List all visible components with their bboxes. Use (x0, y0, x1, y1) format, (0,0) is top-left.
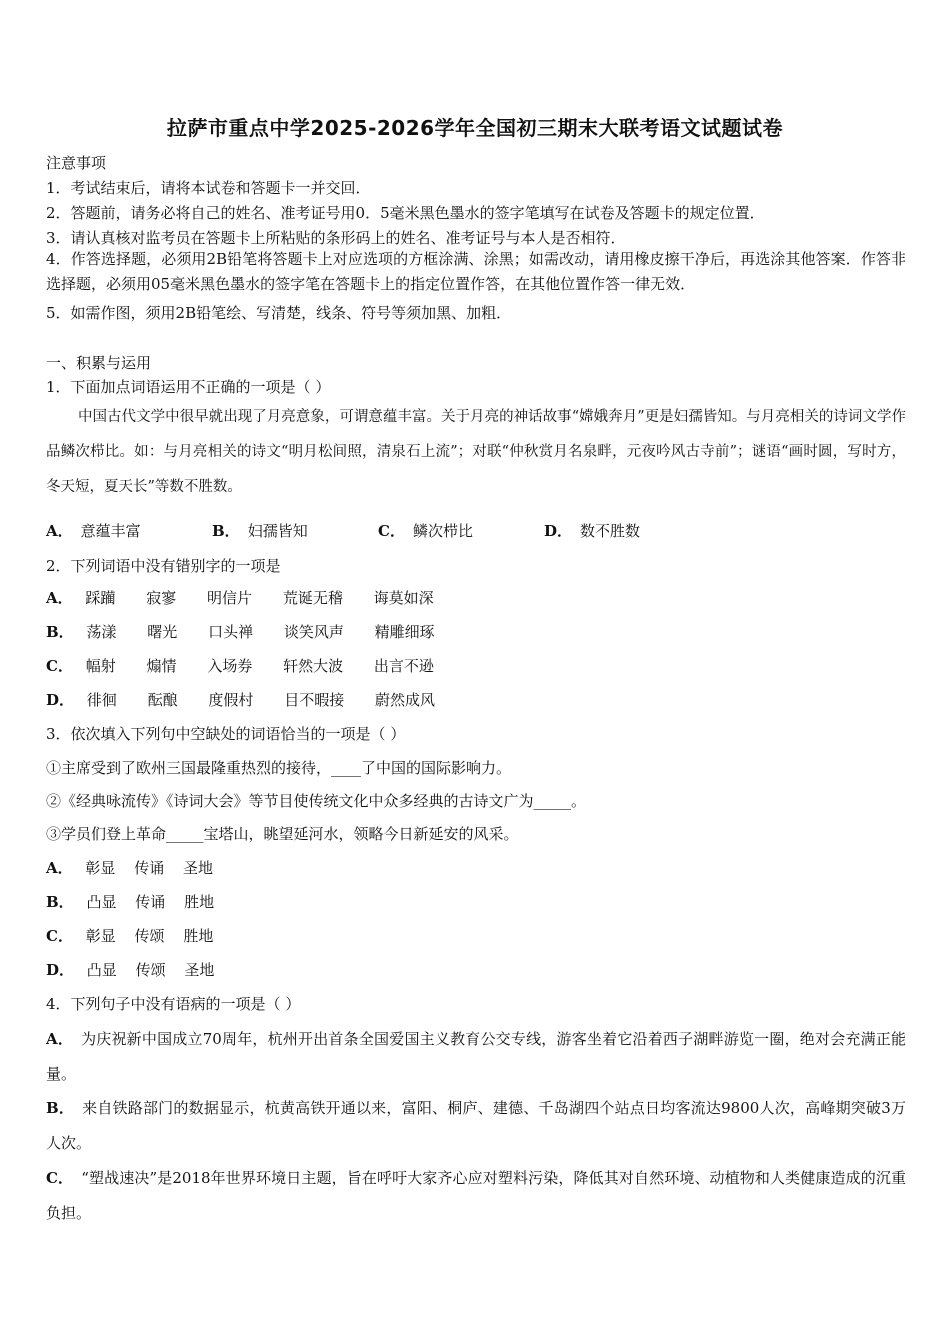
option-text: 数不胜数 (580, 522, 641, 540)
option-word: 彰显 (85, 859, 116, 877)
notice-item: 1．考试结束后，请将本试卷和答题卡一并交回． (46, 179, 371, 197)
option-word: 胜地 (183, 927, 214, 945)
option-word: 诲莫如深 (373, 589, 434, 607)
question-2-option-d[interactable] (46, 689, 461, 710)
option-label: C． (46, 1169, 74, 1187)
option-label: C． (46, 657, 73, 675)
option-word: 传颂 (135, 961, 166, 979)
notice-item: 2．答题前，请务必将自己的姓名、准考证号用0．5毫米黑色墨水的签字笔填写在试卷及答题卡的规定位置． (46, 204, 765, 222)
option-text: 为庆祝新中国成立70周年，杭州开出首条全国爱国主义教育公交专线，游客坐着它沿着西子湖畔游览一圈，绝对会充满正能量。 (46, 1030, 907, 1083)
option-label: A． (46, 859, 73, 877)
question-3-sentence: ①主席受到了欧州三国最隆重热烈的接待，____了中国的国际影响力。 (46, 759, 512, 777)
option-word: 轩然大波 (283, 657, 344, 675)
section-heading: 一、积累与运用 (46, 354, 152, 372)
option-word: 传颂 (134, 927, 165, 945)
option-label: A． (46, 522, 73, 540)
question-4-option-a[interactable] (46, 1022, 906, 1092)
option-word: 谈笑风声 (283, 623, 344, 641)
option-word: 煽情 (146, 657, 177, 675)
notice-item: 4．作答选择题，必须用2B铅笔将答题卡上对应选项的方框涂满、涂黑；如需改动，请用橡皮擦干净后，再选涂其他答案．作答非选择题，必须用05毫米黑色墨水的签字笔在答题卡上的指定位置作答，在其他位置作答一律无效． (46, 250, 906, 293)
option-word: 精雕细琢 (374, 623, 435, 641)
question-2-option-b[interactable] (46, 621, 461, 642)
notice-heading: 注意事项 (46, 154, 107, 172)
question-4-option-c[interactable] (46, 1161, 906, 1231)
question-1-option-b[interactable] (212, 520, 308, 541)
question-1-stem: 1．下面加点词语运用不正确的一项是（ ） (46, 378, 331, 396)
question-3-sentence: ②《经典咏流传》《诗词大会》等节目使传统文化中众多经典的古诗文广为_____。 (46, 792, 587, 810)
option-text: 来自铁路部门的数据显示，杭黄高铁开通以来，富阳、桐庐、建德、千岛湖四个站点日均客流达9800人次，高峰期突破3万人次。 (46, 1099, 906, 1152)
option-word: 曙光 (147, 623, 178, 641)
option-text: 鳞次栉比 (412, 522, 473, 540)
option-label: B． (46, 893, 74, 911)
option-text: 妇孺皆知 (247, 522, 308, 540)
option-word: 寂寥 (146, 589, 177, 607)
option-word: 圣地 (183, 859, 214, 877)
option-word: 传诵 (135, 893, 166, 911)
option-text: “塑战速决”是2018年世界环境日主题，旨在呼吁大家齐心应对塑料污染，降低其对自然环境、动植物和人类健康造成的沉重负担。 (46, 1169, 906, 1222)
question-3-option-d[interactable] (46, 959, 228, 980)
option-word: 踩躏 (85, 589, 116, 607)
option-label: D． (544, 522, 573, 540)
option-label: B． (46, 1099, 75, 1117)
option-label: C． (378, 522, 405, 540)
option-word: 出言不逊 (373, 657, 434, 675)
notice-item: 3．请认真核对监考员在答题卡上所粘贴的条形码上的姓名、准考证号与本人是否相符． (46, 229, 626, 247)
question-3-sentence: ③学员们登上革命_____宝塔山，眺望延河水，领略今日新延安的风采。 (46, 825, 519, 843)
option-word: 口头禅 (208, 623, 254, 641)
question-1-option-c[interactable] (378, 520, 473, 541)
option-word: 幅射 (85, 657, 116, 675)
option-word: 酝酿 (147, 691, 178, 709)
question-2-stem: 2．下列词语中没有错别字的一项是 (46, 557, 281, 575)
option-word: 凸显 (86, 893, 117, 911)
option-word: 徘徊 (86, 691, 117, 709)
question-3-option-b[interactable] (46, 891, 228, 912)
notice-item: 5．如需作图，须用2B铅笔绘、写清楚，线条、符号等须加黑、加粗． (46, 304, 512, 322)
question-3-option-c[interactable] (46, 925, 227, 946)
option-word: 蔚然成风 (374, 691, 435, 709)
option-word: 凸显 (86, 961, 117, 979)
question-4-stem: 4．下列句子中没有语病的一项是（ ） (46, 995, 301, 1013)
option-label: D． (46, 961, 75, 979)
option-label: A． (46, 589, 73, 607)
question-1-passage: 中国古代文学中很早就出现了月亮意象，可谓意蕴丰富。关于月亮的神话故事“嫦娥奔月”更是妇孺皆知。与月亮相关的诗词文学作品鳞次栉比。如：与月亮相关的诗文“明月松间照，清泉石上流”；对联“仲秋赏月名泉畔，元夜吟风古寺前”；谜语“画时圆，写时方，冬天短，夏天长”等数不胜数。 (46, 409, 906, 495)
option-word: 度假村 (208, 691, 254, 709)
option-word: 入场券 (207, 657, 253, 675)
option-label: A． (46, 1030, 74, 1048)
option-word: 胜地 (184, 893, 215, 911)
option-word: 彰显 (85, 927, 116, 945)
question-2-option-a[interactable] (46, 587, 460, 608)
option-label: C． (46, 927, 73, 945)
option-text: 意蕴丰富 (80, 522, 141, 540)
option-label: D． (46, 691, 75, 709)
question-3-stem: 3．依次填入下列句中空缺处的词语恰当的一项是（ ） (46, 725, 406, 743)
option-label: B． (46, 623, 74, 641)
option-word: 目不暇接 (284, 691, 345, 709)
page-title: 拉萨市重点中学2025-2026学年全国初三期末大联考语文试题试卷 (166, 116, 784, 140)
question-1-option-d[interactable] (544, 520, 640, 541)
option-word: 荡漾 (86, 623, 117, 641)
option-label: B． (212, 522, 240, 540)
option-word: 圣地 (184, 961, 215, 979)
question-2-option-c[interactable] (46, 655, 460, 676)
option-word: 明信片 (207, 589, 253, 607)
option-word: 荒诞无稽 (282, 589, 343, 607)
option-word: 传诵 (134, 859, 165, 877)
question-4-option-b[interactable] (46, 1091, 906, 1161)
question-1-option-a[interactable] (46, 520, 141, 541)
question-3-option-a[interactable] (46, 857, 227, 878)
